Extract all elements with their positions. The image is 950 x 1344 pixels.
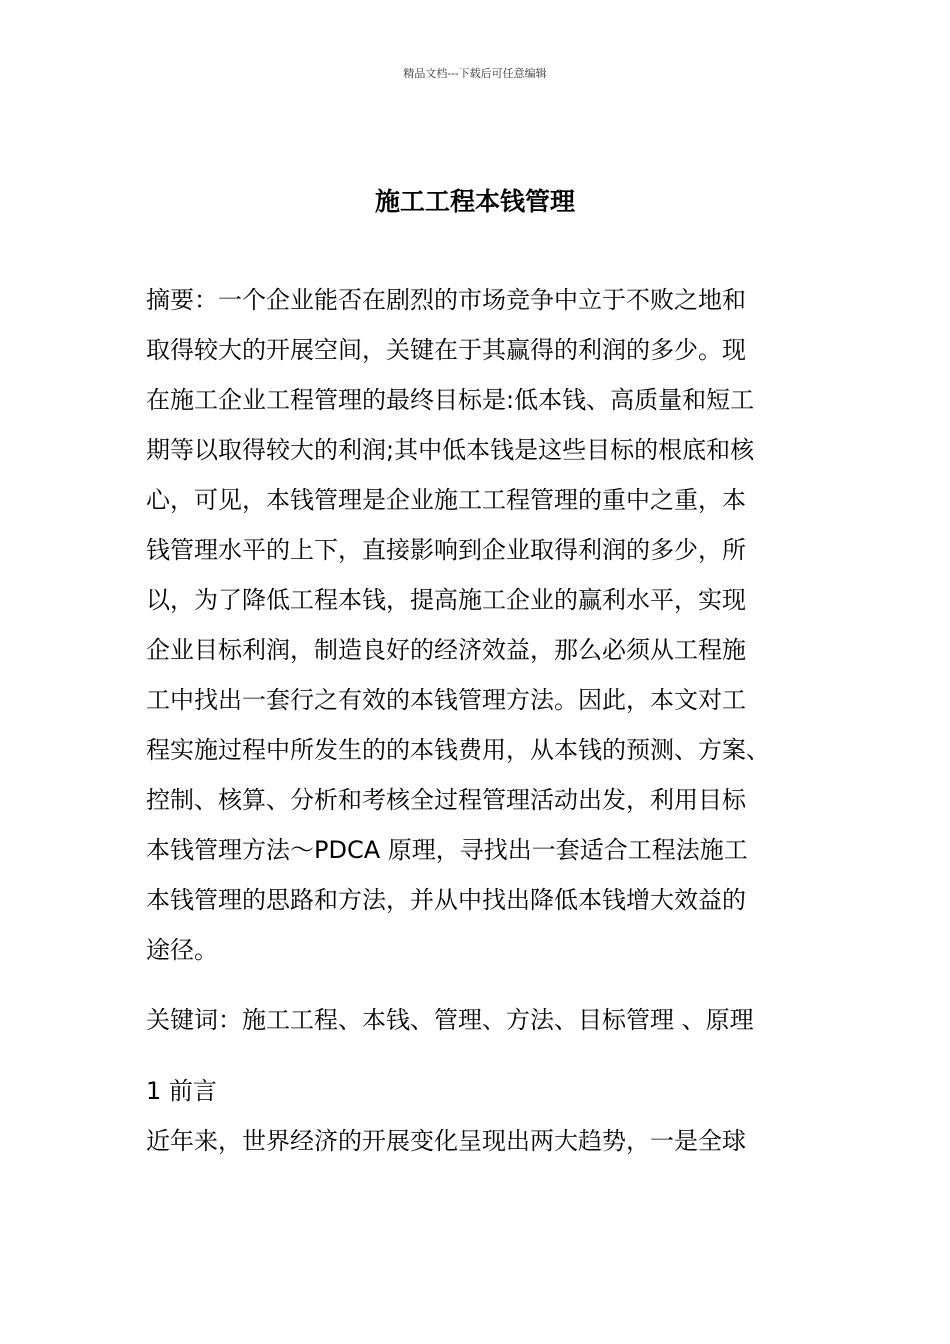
abstract-line: 企业目标利润，制造良好的经济效益，那么必须从工程施 (146, 636, 746, 664)
page-header: 精品文档---下载后可任意编辑 (403, 67, 547, 80)
abstract-line: 控制、核算、分析和考核全过程管理活动出发，利用目标 (146, 786, 746, 814)
abstract-line: 摘要：一个企业能否在剧烈的市场竞争中立于不败之地和 (146, 286, 746, 314)
abstract-line: 以，为了降低工程本钱，提高施工企业的赢利水平，实现 (146, 586, 746, 614)
body-line: 近年来，世界经济的开展变化呈现出两大趋势，一是全球 (146, 1127, 746, 1155)
abstract-line: 期等以取得较大的利润;其中低本钱是这些目标的根底和核 (146, 436, 755, 464)
abstract-line: 心，可见，本钱管理是企业施工工程管理的重中之重，本 (146, 486, 746, 514)
keywords-line: 关键词：施工工程、本钱、管理、方法、目标管理 、原理 (146, 1006, 754, 1034)
abstract-line: 途径。 (146, 936, 218, 964)
section-heading: 1 前言 (146, 1077, 217, 1105)
abstract-line: 工中找出一套行之有效的本钱管理方法。因此，本文对工 (146, 686, 746, 714)
abstract-line: 在施工企业工程管理的最终目标是:低本钱、高质量和短工 (146, 386, 755, 414)
section-body (146, 1116, 826, 1166)
abstract-line: 程实施过程中所发生的的本钱费用，从本钱的预测、方案、 (146, 736, 770, 764)
abstract-line: 取得较大的开展空间，关键在于其赢得的利润的多少。现 (146, 336, 746, 364)
abstract-line: 钱管理水平的上下，直接影响到企业取得利润的多少，所 (146, 536, 746, 564)
abstract-paragraph (146, 275, 826, 975)
document-title: 施工工程本钱管理 (374, 187, 575, 216)
abstract-line: 本钱管理方法～PDCA 原理，寻找出一套适合工程法施工 (146, 836, 748, 864)
abstract-line: 本钱管理的思路和方法，并从中找出降低本钱增大效益的 (146, 886, 746, 914)
